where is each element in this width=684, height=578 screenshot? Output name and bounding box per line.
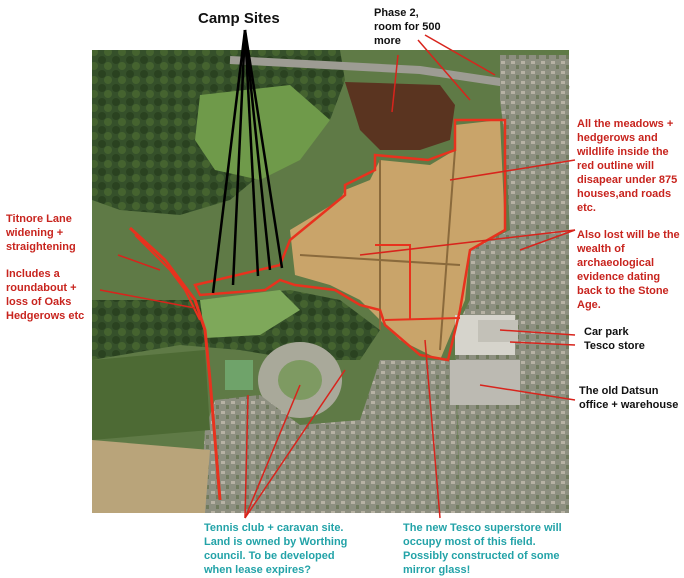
datsun-label: The old Datsun office + warehouse [579,385,679,411]
camp-sites-label: Camp Sites [198,10,280,27]
field-southwest [92,440,210,513]
field-west [92,350,210,440]
tesco-store-label: Tesco store [584,340,645,352]
titnore-lane-label: Titnore Lane widening + straightening [6,213,76,253]
car-park-label: Car park [584,326,629,338]
archaeology-label: Also lost will be the wealth of archaeological evidence dating back to the Stone Age. [577,229,680,311]
roundabout-label: Includes a roundabout + loss of Oaks Hedgerows etc [6,268,85,322]
tennis-club-label: Tennis club + caravan site. Land is owned by Worthing council. To be developed when lease expires? [204,522,348,576]
tennis-club [225,360,253,390]
meadows-label: All the meadows + hedgerows and wildlife inside the red outline will disapear under 875 houses,and roads etc. [577,118,678,214]
phase2-label: Phase 2, room for 500 more [374,7,441,47]
caravan-site-inner [278,360,322,400]
new-tesco-label: The new Tesco superstore will occupy most of this field. Possibly constructed of some mirror glass! [403,522,562,576]
datsun-warehouse [450,360,520,405]
